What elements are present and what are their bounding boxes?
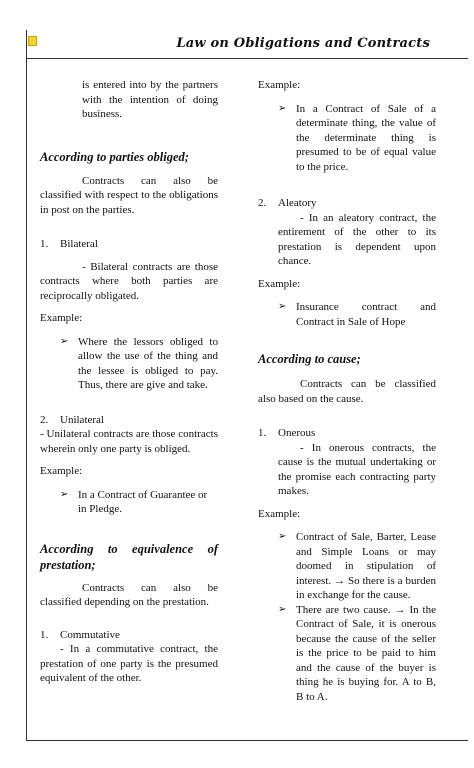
list-item-onerous: [258, 426, 436, 441]
arrow-bullet-icon: ➢: [278, 301, 287, 312]
arrow-bullet-icon: ➢: [60, 488, 69, 500]
example-label: Example:: [258, 79, 301, 91]
page-header-title: Law on Obligations and Contracts: [176, 36, 430, 51]
example-label: Example:: [40, 312, 83, 324]
list-number: 2.: [40, 413, 49, 426]
bullet-item: [278, 530, 436, 603]
bilateral-description: - Bilateral contracts are those contracts where both parties are reciprocally obligated.: [40, 260, 218, 302]
arrow-bullet-icon: ➢: [278, 603, 287, 615]
arrow-bullet-icon: ➢: [60, 335, 69, 347]
bullet-item: [60, 488, 218, 517]
list-label: Bilateral: [60, 238, 98, 250]
aleatory-example: Insurance contract and Contract in Sale of Hope: [296, 301, 436, 328]
arrow-bullet-icon: ➢: [278, 102, 287, 114]
heading-equivalence-prestation: According to equivalence of prestation;: [40, 541, 218, 572]
list-item-unilateral: [40, 413, 218, 428]
example-label: Example:: [258, 277, 301, 290]
heading-cause: According to cause;: [258, 352, 361, 366]
list-number: 1.: [40, 628, 49, 641]
onerous-description: - In onerous contracts, the cause is the mutual undertaking or the promise each contracting party makes.: [278, 441, 436, 497]
header-rule: [26, 58, 468, 59]
left-column: [40, 78, 218, 686]
left-border-rule: [26, 30, 27, 740]
note-marker-icon[interactable]: [28, 36, 37, 46]
list-number: 1.: [40, 238, 49, 250]
bilateral-example: Where the lessors obliged to allow the use of the thing and the lessee is obliged to pay. Thus, there are give and take.: [78, 335, 218, 391]
bullet-item: [278, 300, 436, 329]
list-item-aleatory: [258, 196, 436, 211]
list-label: Aleatory: [278, 197, 317, 209]
arrow-bullet-icon: ➢: [278, 531, 287, 542]
list-number: 1.: [258, 427, 267, 439]
cause-paragraph: Contracts can be classified also based on the cause.: [258, 378, 436, 405]
bullet-item: [278, 603, 436, 705]
heading-parties-obliged: According to parties obliged;: [40, 149, 189, 164]
list-item-bilateral: [40, 237, 218, 252]
bullet-item: [278, 102, 436, 175]
bullet-item: [60, 335, 218, 393]
onerous-example-1: Contract of Sale, Barter, Lease and Simple Loans or may doomed in stipulation of interest. → So there is a burden in exchange for the cause.: [296, 531, 436, 601]
list-label: Onerous: [278, 427, 316, 439]
list-number: 2.: [258, 197, 267, 209]
list-item-commutative: [40, 628, 218, 643]
example-label: Example:: [258, 507, 301, 520]
aleatory-description: - In an aleatory contract, the entirement of the other to its prestation is dependent upon chance.: [278, 211, 436, 267]
onerous-example-2: There are two cause. → In the Contract of Sale, it is onerous because the cause of the seller is the price to be paid to him and the cause of the buyer is thing he is buying for. A to B, B to A.: [296, 603, 436, 703]
parties-paragraph: Contracts can also be classified with respect to the obligations in post on the parties.: [40, 174, 218, 216]
commutative-example: In a Contract of Sale of a determinate thing, the value of the determinate thing is presumed to be of equal value to the price.: [296, 102, 436, 173]
prestation-paragraph: Contracts can also be classified depending on the prestation.: [40, 581, 218, 608]
commutative-description: - In a commutative contract, the prestation of one party is the presumed equivalent of the other.: [40, 643, 218, 684]
unilateral-description: - Unilateral contracts are those contracts wherein only one party is obliged.: [40, 428, 218, 455]
example-label: Example:: [40, 465, 83, 477]
list-label: Unilateral: [60, 413, 104, 426]
right-column: [258, 78, 436, 704]
unilateral-example: In a Contract of Guarantee or in Pledge.: [78, 488, 208, 515]
intro-paragraph: is entered into by the partners with the intention of doing business.: [82, 79, 218, 120]
footer-rule: [26, 740, 468, 741]
list-label: Commutative: [60, 628, 120, 641]
